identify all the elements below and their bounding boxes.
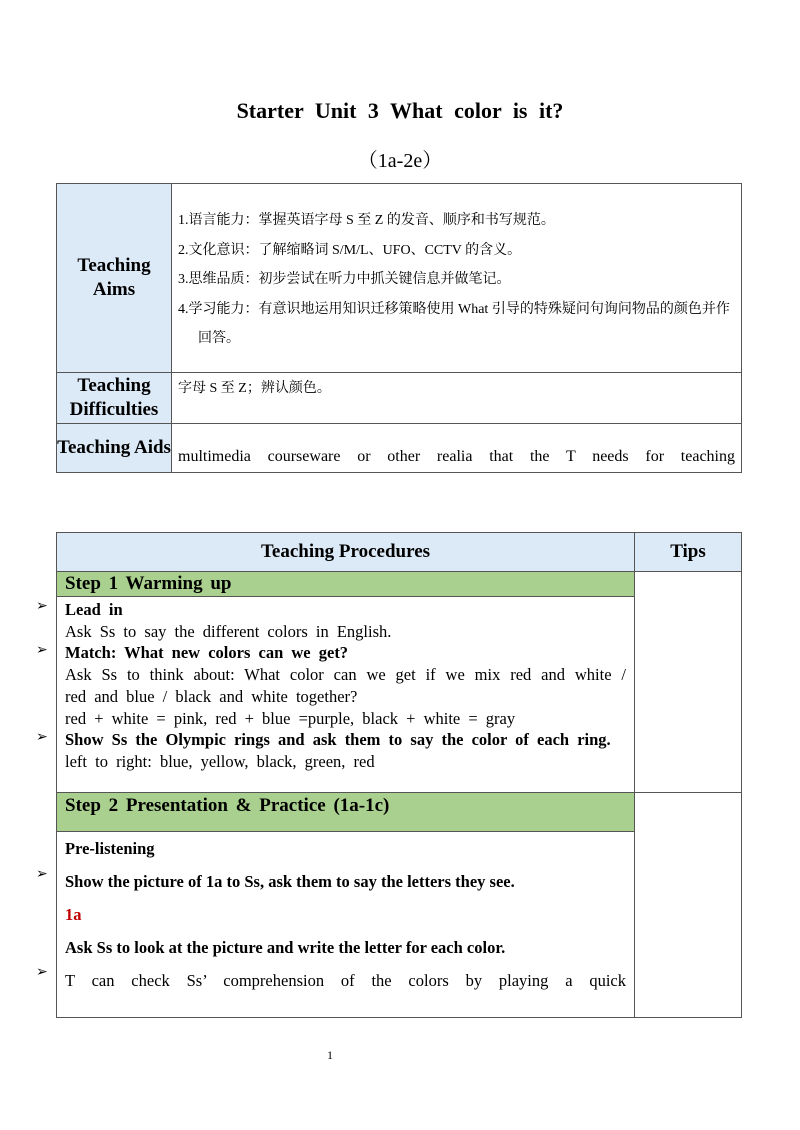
aim-item: 4.学习能力：有意识地运用知识迁移策略使用 What 引导的特殊疑问句询问物品的颜色并作回答。 <box>178 301 730 346</box>
aim-item: 3.思维品质：初步尝试在听力中抓关键信息并做笔记。 <box>178 272 511 287</box>
teaching-difficulties-label: Teaching Difficulties <box>57 372 172 423</box>
arrow-bullet-icon: ➢ <box>36 866 48 882</box>
step1-tips-cell <box>635 572 742 793</box>
olympic-rings-answer: left to right: blue, yellow, black, green, red <box>65 751 375 771</box>
step2-tips-cell <box>635 793 742 1018</box>
match-answer: red + white = pink, red + blue =purple, black + white = gray <box>65 708 516 728</box>
teaching-aims-list <box>172 184 742 373</box>
lead-in-title: Lead in <box>65 600 123 619</box>
document-subtitle: （1a-2e） <box>357 150 443 172</box>
page-number: 1 <box>327 1048 333 1062</box>
teaching-aims-label: Teaching Aims <box>57 184 172 373</box>
lead-in-text: Ask Ss to say the different colors in English. <box>65 621 392 641</box>
document-title: Starter Unit 3 What color is it? <box>236 98 564 123</box>
arrow-bullet-icon: ➢ <box>36 598 48 614</box>
aim-item: 1.语言能力：掌握英语字母 S 至 Z 的发音、顺序和书写规范。 <box>178 213 555 228</box>
match-text: Ask Ss to think about: What color can we get if we mix red and white / red and blue / black and white together? <box>65 665 626 706</box>
section-1a-label: 1a <box>65 905 82 924</box>
show-picture-text: Show the picture of 1a to Ss, ask them to say the letters they see. <box>65 872 515 891</box>
teaching-aims-table <box>56 183 742 473</box>
teaching-procedures-table <box>56 532 742 1018</box>
step1-title: Step 1 Warming up <box>57 572 634 597</box>
check-comprehension-text: T can check Ss’ comprehension of the colors by playing a quick <box>65 971 626 990</box>
tips-header: Tips <box>635 533 742 572</box>
arrow-bullet-icon: ➢ <box>36 642 48 658</box>
step2-cell <box>57 793 635 1018</box>
arrow-bullet-icon: ➢ <box>36 729 48 745</box>
procedures-header: Teaching Procedures <box>57 533 635 572</box>
teaching-aids-label: Teaching Aids <box>57 423 172 472</box>
teaching-aids-text: multimedia courseware or other realia that the T needs for teaching <box>172 423 742 472</box>
step2-title: Step 2 Presentation & Practice (1a-1c) <box>57 793 634 832</box>
match-title: Match: What new colors can we get? <box>65 643 349 663</box>
aim-item: 2.文化意识：了解缩略词 S/M/L、UFO、CCTV 的含义。 <box>178 242 522 258</box>
arrow-bullet-icon: ➢ <box>36 964 48 980</box>
pre-listening-label: Pre-listening <box>65 839 155 858</box>
teaching-difficulties-text: 字母 S 至 Z；辨认颜色。 <box>172 372 742 423</box>
olympic-rings-title: Show Ss the Olympic rings and ask them to say the color of each ring. <box>65 730 611 750</box>
ask-look-text: Ask Ss to look at the picture and write the letter for each color. <box>65 938 506 957</box>
step1-cell <box>57 572 635 793</box>
